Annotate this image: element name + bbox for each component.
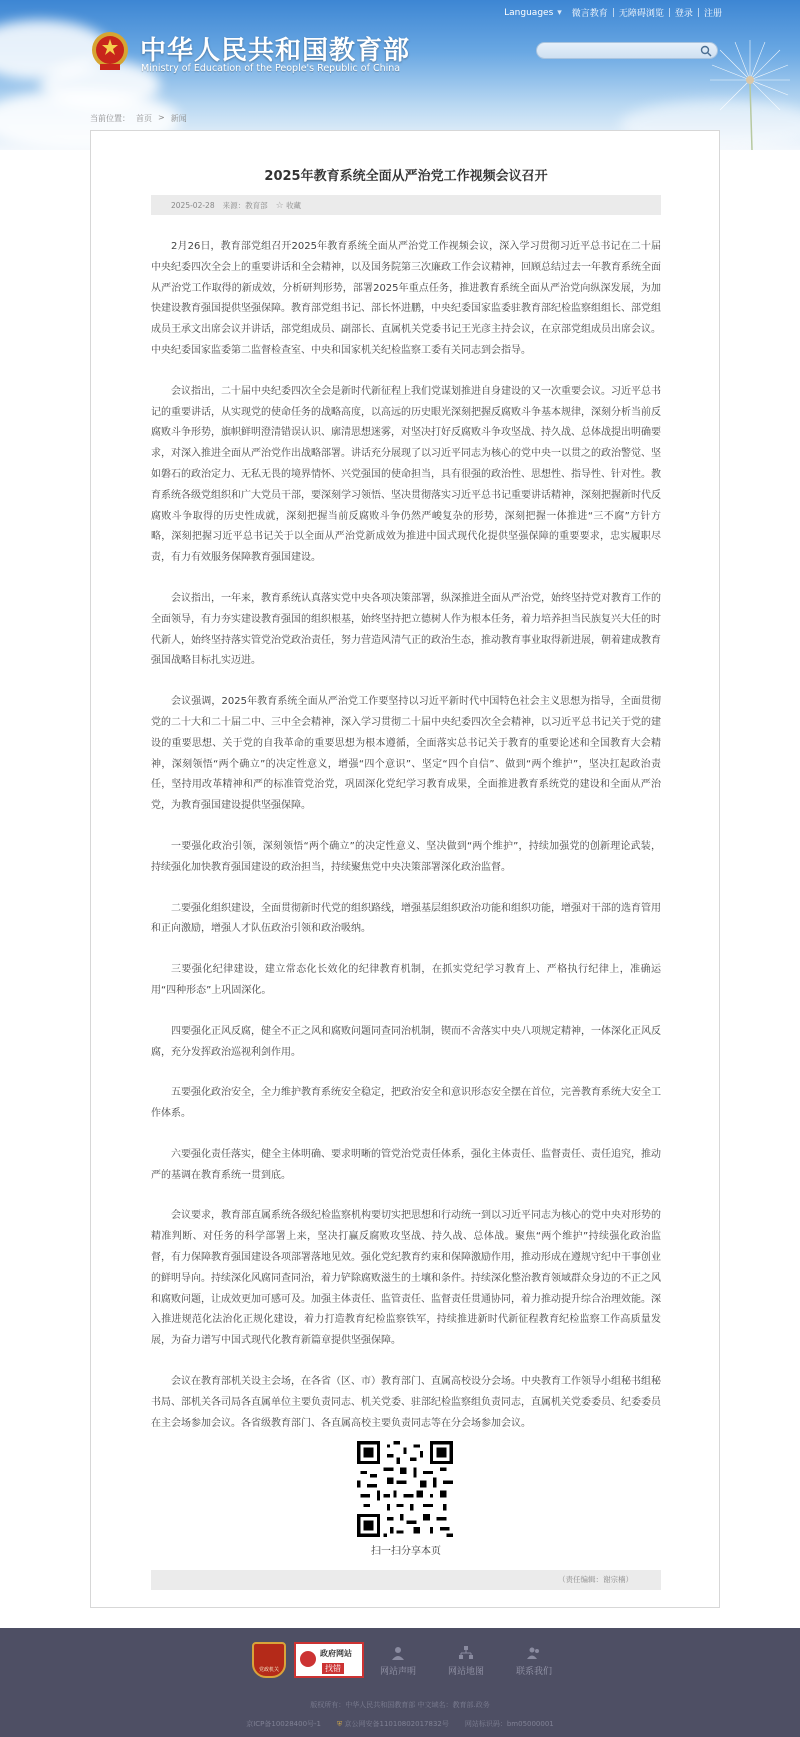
copyright-text: 版权所有：中华人民共和国教育部 中文域名：教育部.政务 [310,1701,490,1709]
article-paragraph: 会议指出，一年来，教育系统认真落实党中央各项决策部署，纵深推进全面从严治党，始终坚持党对教育工作的全面领导，有力夯实建设教育强国的组织根基，始终坚持把立德树人作为根本任务，着力培养担当民族复兴大任的时代新人，始终坚持落实管党治党政治责任，努力营造风清气正的政治生态，推动教育事业取得新进展，朝着建成教育强国战略目标扎实迈进。 [151,592,661,667]
police-record-link[interactable]: ⛨ 京公网安备11010802017832号 [337,1720,449,1728]
article-paragraph: 会议在教育部机关设主会场，在各省（区、市）教育部门、直属高校设分会场。中央教育工作领导小组秘书组秘书局、部机关各司局各直属单位主要负责同志、机关党委、驻部纪检监察组负责同志，直属机关党委委员、纪委委员在主会场参加会议。各省级教育部门、各直属高校主要负责同志等在分会场参加会议。 [151,1376,661,1429]
article-paragraph: 会议要求，教育部直属系统各级纪检监察机构要切实把思想和行动统一到以习近平同志为核心的党中央对形势的精准判断、对任务的科学部署上来，坚决打赢反腐败攻坚战、持久战、总体战。聚焦“两个维护”持续强化政治监督，有力保障教育强国建设各项部署落地见效。强化党纪教育约束和保障激励作用，推动形成在遵规守纪中干事创业的鲜明导向。持续深化风腐同查同治，着力铲除腐败滋生的土壤和条件。持续深化整治教育领域群众身边的不正之风和腐败问题，让成效更加可感可及。加强主体责任、监管责任、监督责任贯通协同，着力推动提升综合治理效能。深入推进规范化法治化正规化建设，着力打造教育纪检监察铁军，持续推进新时代新征程教育纪检监察工作高质量发展，为奋力谱写中国式现代化教育新篇章提供坚强保障。 [151,1210,661,1347]
site-title[interactable]: 中华人民共和国教育部 [140,36,411,66]
breadcrumb-label: 当前位置： [90,114,130,123]
breadcrumb-news[interactable]: 新闻 [170,114,187,123]
article-paragraph: 2月26日，教育部党组召开2025年教育系统全面从严治党工作视频会议，深入学习贯彻习近平总书记在二十届中央纪委四次全会上的重要讲话和全会精神，以及国务院第三次廉政工作会议精神，回顾总结过去一年教育系统全面从严治党工作取得的新成效，分析研判形势，部署2025年重点任务，推进教育系统全面从严治党向纵深发展，为加快建设教育强国提供坚强保障。教育部党组书记、部长怀进鹏，中央纪委国家监委驻教育部纪检监察组组长、部党组成员王承文出席会议并讲话，部党组成员、副部长、直属机关党委书记王光彦主持会议，在京部党组成员出席会议。中央纪委国家监委第二监督检查室、中央和国家机关纪检监察工委有关同志到会指导。 [151,241,661,356]
article-source: 来源：教育部 [222,200,268,210]
article-paragraph: 三要强化纪律建设，建立常态化长效化的纪律教育机制，在抓实党纪学习教育上、严格执行纪律上，准确运用“四种形态”上巩固深化。 [151,964,661,996]
register-link[interactable]: 注册 [703,9,722,19]
site-header [0,0,800,150]
article-paragraph: 二要强化组织建设，全面贯彻新时代党的组织路线，增强基层组织政治功能和组织功能，增强对干部的选育管用和正向激励，增强人才队伍政治引领和政治吸纳。 [151,902,661,935]
article-date: 2025-02-28 [171,200,215,210]
article-card [90,130,720,1608]
breadcrumb-home[interactable]: 首页 [136,114,152,123]
languages-link[interactable]: Languages [504,7,554,18]
nav-caret-icon: ▾ [557,7,562,18]
footer-registration [0,1719,800,1729]
emblem-icon [300,1651,316,1667]
responsible-editor: （责任编辑：谢宗楠） [151,1570,661,1590]
police-badge-icon: ⛨ [337,1720,343,1728]
article-paragraph: 会议强调，2025年教育系统全面从严治党工作要坚持以习近平新时代中国特色社会主义思想为指导，全面贯彻党的二十大和二十届二中、三中全会精神，深入学习贯彻二十届中央纪委四次全会精神，以习近平总书记关于党的建设的重要思想、关于党的自我革命的重要思想为根本遵循，全面落实总书记关于教育的重要论述和全国教育大会精神，深刻领悟“两个确立”的决定性意义，增强“四个意识”、坚定“四个自信”、做到“两个维护”，坚决扛起政治责任，坚持用改革精神和严的标准管党治党，巩固深化党纪学习教育成果，全面推进教育系统党的建设和全面从严治党，为教育强国建设提供坚强保障。 [151,696,661,812]
qr-caption: 扫一扫分享本页 [371,1546,441,1557]
national-emblem-icon[interactable] [90,30,130,72]
article-paragraph: 四要强化正风反腐，健全不正之风和腐败问题同查同治机制，锲而不舍落实中央八项规定精神，一体深化正风反腐，充分发挥政治巡视利剑作用。 [151,1025,661,1058]
article-paragraph: 会议指出，二十届中央纪委四次全会是新时代新征程上我们党谋划推进自身建设的又一次重要会议。习近平总书记的重要讲话，从实现党的使命任务的战略高度，以高远的历史眼光深刻把握反腐败斗争基本规律，深刻分析当前反腐败斗争形势，旗帜鲜明澄清错误认识、廓清思想迷雾，对坚决打好反腐败斗争攻坚战、持久战、总体战提出明确要求，对深入推进全面从严治党作出战略部署。讲话充分展现了以习近平同志为核心的党中央一以贯之的政治警觉、坚如磐石的政治定力、无私无畏的境界情怀、兴党强国的使命担当，具有很强的政治性、思想性、指导性、针对性。教育系统各级党组织和广大党员干部，要深刻学习领悟、坚决贯彻落实习近平总书记重要讲话精神，深刻把握新时代反腐败斗争取得的历史性成就，深刻把握当前反腐败斗争仍然严峻复杂的形势，深刻把握一体推进“三不腐”方针方略，深刻把握习近平总书记关于以全面从严治党新成效为推进中国式现代化提供坚强保障的重要要求，忠实履职尽责，有力有效服务保障教育强国建设。 [151,385,661,564]
article-paragraph: 五要强化政治安全，全力维护教育系统安全稳定，把政治安全和意识形态安全摆在首位，完善教育系统大安全工作体系。 [151,1087,661,1120]
login-link[interactable]: 登录 [674,9,693,19]
accessibility-link[interactable]: 无障碍浏览 [618,9,664,19]
breadcrumb: 当前位置： 首页 > 新闻 [90,113,187,123]
sitemap-icon [459,1646,473,1660]
site-subtitle: Ministry of Education of the People's Republic of China [141,63,401,74]
footer-link-sitemap[interactable]: 网站地图 [436,1646,496,1677]
qr-code-icon [357,1441,453,1537]
icp-link[interactable]: 京ICP备10028400号-1 [246,1720,322,1728]
footer-link-contact[interactable]: 联系我们 [504,1646,564,1677]
footer-link-statement[interactable]: 网站声明 [368,1646,428,1677]
contact-icon [527,1646,541,1660]
favorite-button[interactable]: ☆ 收藏 [275,200,302,211]
party-gov-badge[interactable]: 党政机关 [252,1642,286,1678]
site-id: 网站标识码：bm05000001 [464,1720,554,1728]
user-icon [391,1646,405,1660]
article-paragraph: 六要强化责任落实，健全主体明确、要求明晰的管党治党责任体系，强化主体责任、监督责任、责任追究，推动严的基调在教育系统一贯到底。 [151,1148,661,1181]
site-footer [0,1628,800,1737]
gov-site-error-report-badge[interactable]: 政府网站 找错 [294,1642,364,1678]
star-icon: ☆ [275,200,284,211]
article-body [151,237,661,1454]
top-nav: Languages ▾ 微言教育 | 无障碍浏览 | 登录 | 注册 [504,7,722,19]
weiyan-link[interactable]: 微言教育 [571,9,608,19]
article-meta [151,195,661,215]
article-paragraph: 一要强化政治引领，深刻领悟“两个确立”的决定性意义、坚决做到“两个维护”，持续加强党的创新理论武装，持续强化加快教育强国建设的政治担当，持续聚焦党中央决策部署深化政治监督。 [151,840,661,873]
article-title: 2025年教育系统全面从严治党工作视频会议召开 [264,169,548,184]
